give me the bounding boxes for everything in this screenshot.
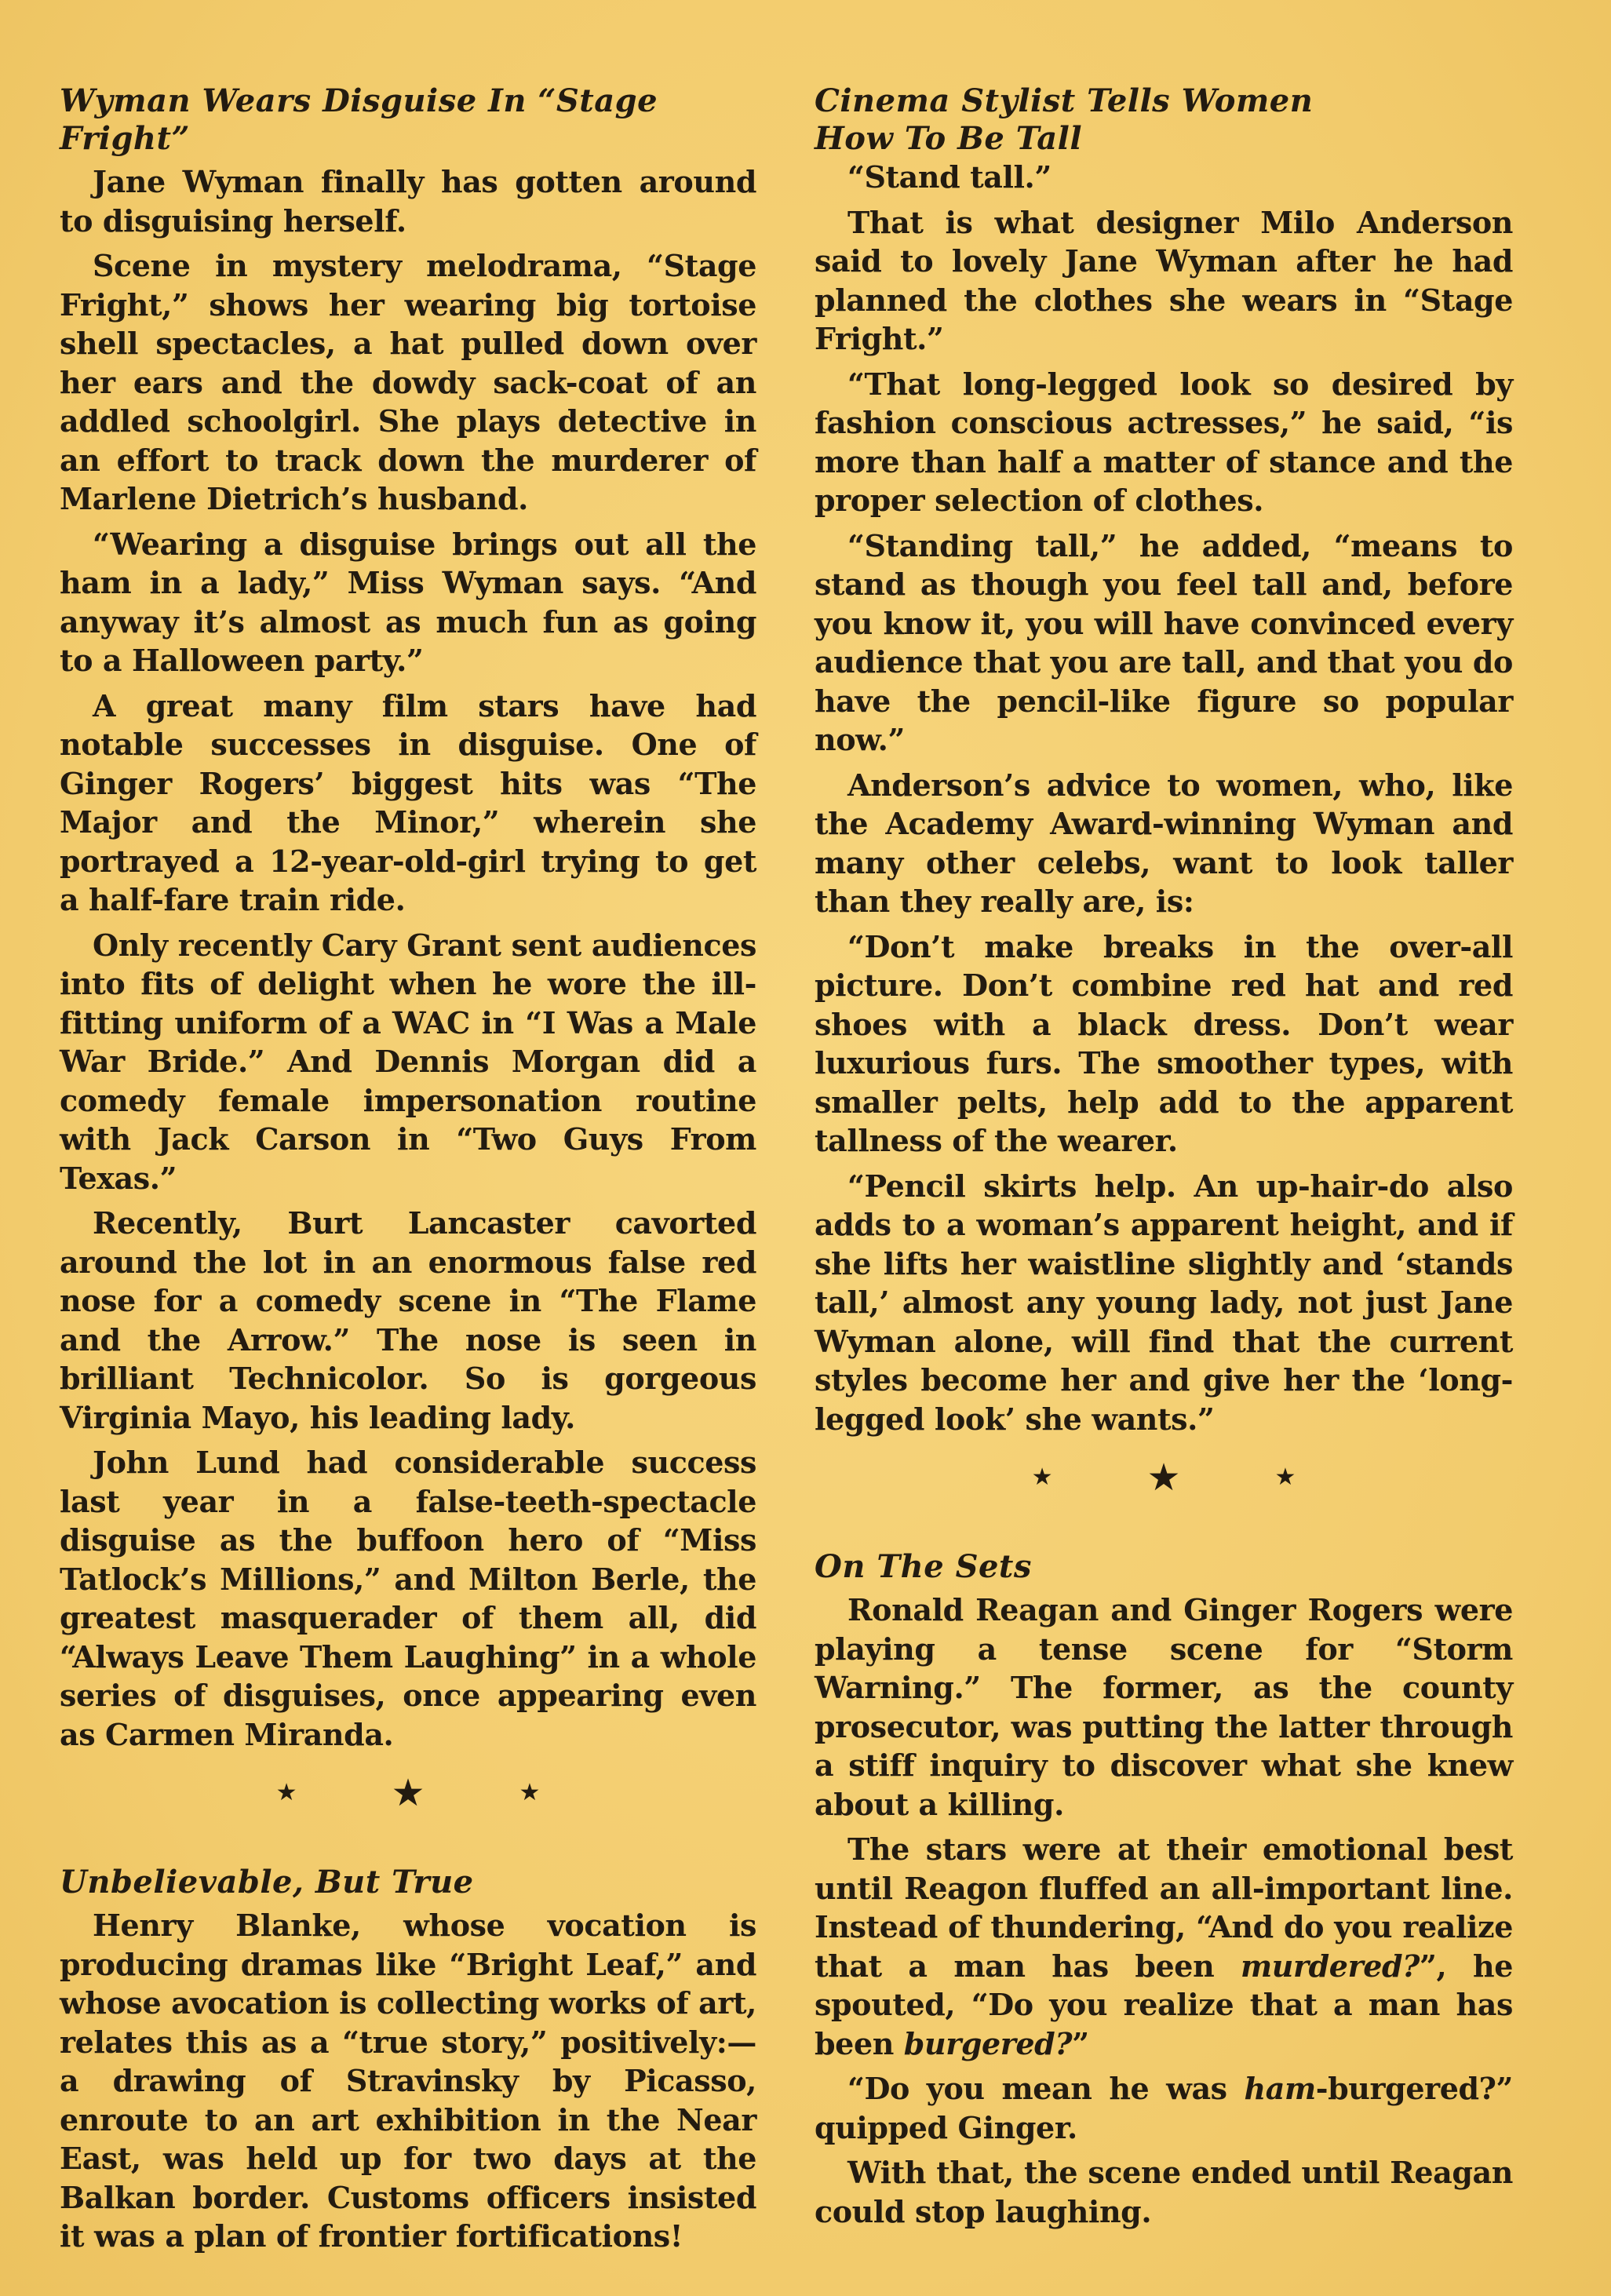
text-run: ”, he spouted, “Do you realize that a man has been	[815, 1948, 1513, 2061]
article-paragraph: Scene in mystery melodrama, “Stage Fright,” shows her wearing big tortoise shell spectacles, a hat pulled down over her ears and the dowdy sack-coat of an addled schoolgirl. She plays detective in an effort to track down the murderer of Marlene Dietrich’s husband.	[60, 248, 756, 516]
small-star-icon: ★	[1274, 1463, 1296, 1491]
article-paragraph: Ronald Reagan and Ginger Rogers were playing a tense scene for “Storm Warning.” The former, as the county prosecutor, was putting the latter through a stiff inquiry to discover what she knew about a killing.	[815, 1592, 1513, 1822]
headline-line: Cinema Stylist Tells Women	[815, 82, 1314, 119]
big-star-icon: ★	[391, 1771, 425, 1815]
small-star-icon: ★	[275, 1779, 297, 1806]
article-paragraph: “Stand tall.”	[847, 159, 1052, 195]
right-column	[815, 82, 1513, 2237]
left-column	[60, 82, 756, 2262]
article-paragraph: Anderson’s advice to women, who, like the Academy Award-winning Wyman and many other celebs, want to look taller than they really are, is:	[815, 767, 1513, 919]
article-paragraph: John Lund had considerable success last year in a false-teeth-spectacle disguise as the buffoon hero of “Miss Tatlock’s Millions,” and Milton Berle, the greatest masquerader of them all, did “Always Leave Them Laughing” in a whole series of disguises, once appearing even as Carmen Miranda.	[60, 1445, 756, 1752]
article-paragraph: Jane Wyman finally has gotten around to disguising herself.	[60, 164, 756, 239]
text-run: -burgered?” quipped Ginger.	[815, 2071, 1513, 2145]
article-paragraph: That is what designer Milo Anderson said to lovely Jane Wyman after he had planned the clothes she wears in “Stage Fright.”	[815, 204, 1513, 356]
text-run: The stars were at their emotional best until Reagon fluffed an all-important line. Instead of thundering, “And do you realize that a man has been	[815, 1831, 1513, 1984]
article-paragraph: “Wearing a disguise brings out all the ham in a lady,” Miss Wyman says. “And anyway it’s almost as much fun as going to a Halloween party.”	[60, 526, 756, 678]
text-run: “Do you mean he was	[847, 2071, 1245, 2106]
headline-cinema-stylist	[815, 82, 1513, 158]
small-star-icon: ★	[1031, 1463, 1053, 1491]
article-paragraph	[815, 2069, 1513, 2147]
small-star-icon: ★	[519, 1779, 541, 1806]
star-divider	[815, 1454, 1513, 1501]
text-run: ”	[1072, 2025, 1089, 2061]
article-paragraph: A great many film stars have had notable successes in disguise. One of Ginger Rogers’ biggest hits was “The Major and the Minor,” wherein she portrayed a 12-year-old-girl trying to get a half-fare train ride.	[60, 687, 756, 917]
article-paragraph: Only recently Cary Grant sent audiences into fits of delight when he wore the ill-fitting uniform of a WAC in “I Was a Male War Bride.” And Dennis Morgan did a comedy female impersonation routine with Jack Carson in “Two Guys From Texas.”	[60, 927, 756, 1196]
article-paragraph	[815, 1830, 1513, 2063]
article-paragraph: “Pencil skirts help. An up-hair-do also adds to a woman’s apparent height, and if she lifts her waistline slightly and ‘stands tall,’ almost any young lady, not just Jane Wyman alone, will find that the current styles become her and give her the ‘long-legged look’ she wants.”	[815, 1168, 1513, 1437]
headline-unbelievable: Unbelievable, But True	[60, 1864, 474, 1901]
emphasis-murdered: murdered?	[1240, 1948, 1420, 1984]
emphasis-ham: ham	[1244, 2071, 1316, 2106]
headline-wyman-disguise: Wyman Wears Disguise In “Stage Fright”	[60, 82, 658, 157]
article-paragraph: “Standing tall,” he added, “means to stand as though you feel tall and, before you know it, you will have convinced every audience that you are tall, and that you do have the pencil-like figure so popular now.”	[815, 527, 1513, 757]
big-star-icon: ★	[1146, 1456, 1181, 1500]
article-paragraph: “That long-legged look so desired by fashion conscious actresses,” he said, “is more than half a matter of stance and the proper selection of clothes.	[815, 366, 1513, 518]
emphasis-burgered: burgered?	[903, 2025, 1073, 2061]
star-divider	[60, 1769, 756, 1817]
article-paragraph: With that, the scene ended until Reagan could stop laughing.	[815, 2155, 1513, 2229]
headline-line: How To Be Tall	[815, 120, 1083, 157]
article-paragraph: Recently, Burt Lancaster cavorted around the lot in an enormous false red nose for a comedy scene in “The Flame and the Arrow.” The nose is seen in brilliant Technicolor. So is gorgeous Virginia Mayo, his leading lady.	[60, 1205, 756, 1435]
headline-on-the-sets: On The Sets	[815, 1548, 1032, 1585]
article-paragraph: “Don’t make breaks in the over-all picture. Don’t combine red hat and red shoes with a black dress. Don’t wear luxurious furs. The smoother types, with smaller pelts, help add to the apparent tallness of the wearer.	[815, 928, 1513, 1158]
article-paragraph: Henry Blanke, whose vocation is producing dramas like “Bright Leaf,” and whose avocation is collecting works of art, relates this as a “true story,” positively:— a drawing of Stravinsky by Picasso, enroute to an art exhibition in the Near East, was held up for two days at the Balkan border. Customs officers insisted it was a plan of frontier fortifications!	[60, 1908, 756, 2254]
